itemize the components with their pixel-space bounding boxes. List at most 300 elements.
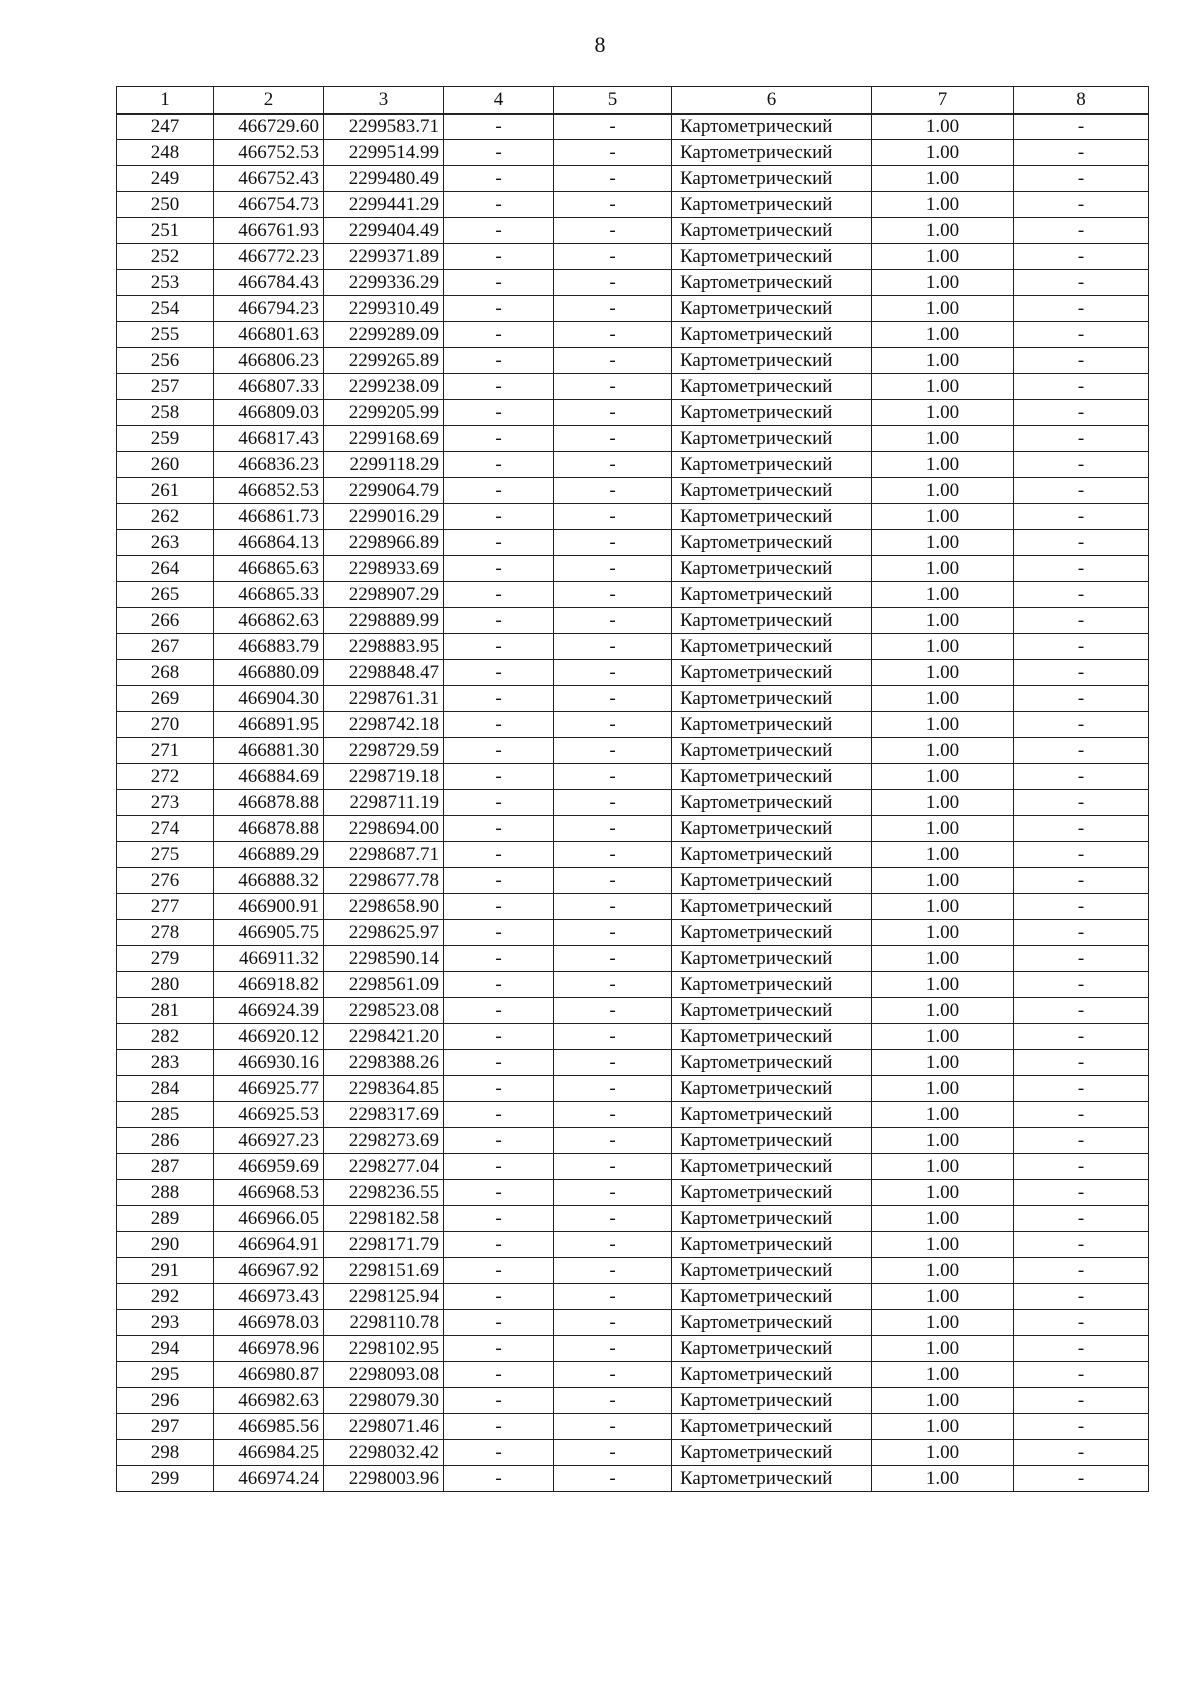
cell-accuracy: 1.00 [872, 530, 1014, 556]
cell-col-8: - [1014, 634, 1149, 660]
cell-point-number: 260 [117, 452, 214, 478]
table-row [117, 686, 1149, 712]
cell-point-number: 254 [117, 296, 214, 322]
cell-coord-x: 466974.24 [214, 1466, 324, 1492]
cell-method: Картометрический [672, 1102, 872, 1128]
cell-col-5: - [554, 218, 672, 244]
table-row [117, 218, 1149, 244]
cell-accuracy: 1.00 [872, 1154, 1014, 1180]
cell-col-8: - [1014, 1076, 1149, 1102]
cell-accuracy: 1.00 [872, 712, 1014, 738]
cell-col-5: - [554, 556, 672, 582]
cell-coord-x: 466900.91 [214, 894, 324, 920]
cell-col-4: - [444, 634, 554, 660]
table-row [117, 764, 1149, 790]
cell-col-8: - [1014, 114, 1149, 140]
table-row [117, 530, 1149, 556]
cell-col-5: - [554, 192, 672, 218]
cell-method: Картометрический [672, 790, 872, 816]
cell-method: Картометрический [672, 998, 872, 1024]
cell-coord-x: 466752.43 [214, 166, 324, 192]
cell-accuracy: 1.00 [872, 868, 1014, 894]
cell-col-8: - [1014, 1466, 1149, 1492]
cell-accuracy: 1.00 [872, 1362, 1014, 1388]
cell-col-4: - [444, 244, 554, 270]
cell-point-number: 274 [117, 816, 214, 842]
cell-coord-x: 466973.43 [214, 1284, 324, 1310]
cell-col-5: - [554, 322, 672, 348]
cell-point-number: 259 [117, 426, 214, 452]
cell-col-4: - [444, 218, 554, 244]
cell-method: Картометрический [672, 946, 872, 972]
cell-col-4: - [444, 842, 554, 868]
table-row [117, 478, 1149, 504]
cell-col-4: - [444, 946, 554, 972]
cell-accuracy: 1.00 [872, 140, 1014, 166]
cell-col-5: - [554, 712, 672, 738]
cell-coord-x: 466889.29 [214, 842, 324, 868]
cell-accuracy: 1.00 [872, 270, 1014, 296]
cell-point-number: 293 [117, 1310, 214, 1336]
cell-col-8: - [1014, 868, 1149, 894]
cell-coord-y: 2298110.78 [324, 1310, 444, 1336]
cell-method: Картометрический [672, 1128, 872, 1154]
cell-point-number: 256 [117, 348, 214, 374]
cell-method: Картометрический [672, 140, 872, 166]
table-row [117, 868, 1149, 894]
cell-col-5: - [554, 608, 672, 634]
header-cell-col-4: 4 [444, 87, 554, 114]
cell-coord-y: 2298151.69 [324, 1258, 444, 1284]
cell-method: Картометрический [672, 1310, 872, 1336]
table-row [117, 1336, 1149, 1362]
cell-col-8: - [1014, 530, 1149, 556]
cell-col-4: - [444, 1024, 554, 1050]
cell-coord-x: 466784.43 [214, 270, 324, 296]
cell-col-4: - [444, 920, 554, 946]
cell-accuracy: 1.00 [872, 166, 1014, 192]
cell-accuracy: 1.00 [872, 1232, 1014, 1258]
cell-col-5: - [554, 894, 672, 920]
cell-method: Картометрический [672, 816, 872, 842]
cell-method: Картометрический [672, 374, 872, 400]
cell-method: Картометрический [672, 322, 872, 348]
page-number: 8 [594, 32, 606, 57]
cell-method: Картометрический [672, 192, 872, 218]
cell-col-5: - [554, 1336, 672, 1362]
table-row [117, 582, 1149, 608]
cell-method: Картометрический [672, 504, 872, 530]
cell-col-8: - [1014, 400, 1149, 426]
cell-accuracy: 1.00 [872, 1336, 1014, 1362]
cell-point-number: 276 [117, 868, 214, 894]
cell-method: Картометрический [672, 270, 872, 296]
cell-col-5: - [554, 1180, 672, 1206]
cell-coord-x: 466978.96 [214, 1336, 324, 1362]
cell-coord-y: 2298742.18 [324, 712, 444, 738]
cell-col-5: - [554, 244, 672, 270]
cell-point-number: 257 [117, 374, 214, 400]
cell-col-4: - [444, 660, 554, 686]
cell-col-5: - [554, 1232, 672, 1258]
cell-coord-x: 466861.73 [214, 504, 324, 530]
table-row [117, 790, 1149, 816]
cell-col-4: - [444, 972, 554, 998]
cell-col-4: - [444, 322, 554, 348]
cell-col-8: - [1014, 738, 1149, 764]
cell-col-8: - [1014, 712, 1149, 738]
cell-col-5: - [554, 764, 672, 790]
cell-coord-y: 2299118.29 [324, 452, 444, 478]
cell-col-8: - [1014, 1102, 1149, 1128]
cell-col-4: - [444, 1284, 554, 1310]
table-row [117, 270, 1149, 296]
cell-col-5: - [554, 1154, 672, 1180]
cell-method: Картометрический [672, 166, 872, 192]
cell-accuracy: 1.00 [872, 556, 1014, 582]
cell-col-5: - [554, 998, 672, 1024]
cell-coord-y: 2298364.85 [324, 1076, 444, 1102]
cell-col-8: - [1014, 1310, 1149, 1336]
cell-col-5: - [554, 816, 672, 842]
cell-col-4: - [444, 738, 554, 764]
table-row [117, 296, 1149, 322]
cell-col-5: - [554, 296, 672, 322]
cell-col-4: - [444, 140, 554, 166]
cell-col-5: - [554, 400, 672, 426]
cell-coord-x: 466905.75 [214, 920, 324, 946]
cell-coord-x: 466865.63 [214, 556, 324, 582]
cell-col-8: - [1014, 270, 1149, 296]
cell-accuracy: 1.00 [872, 374, 1014, 400]
cell-col-8: - [1014, 946, 1149, 972]
cell-col-5: - [554, 1206, 672, 1232]
cell-col-4: - [444, 894, 554, 920]
cell-point-number: 279 [117, 946, 214, 972]
cell-point-number: 267 [117, 634, 214, 660]
cell-col-8: - [1014, 426, 1149, 452]
cell-col-8: - [1014, 1336, 1149, 1362]
cell-coord-x: 466752.53 [214, 140, 324, 166]
cell-point-number: 298 [117, 1440, 214, 1466]
cell-accuracy: 1.00 [872, 946, 1014, 972]
cell-col-8: - [1014, 686, 1149, 712]
cell-col-5: - [554, 842, 672, 868]
cell-col-4: - [444, 374, 554, 400]
table-row [117, 426, 1149, 452]
cell-coord-y: 2298277.04 [324, 1154, 444, 1180]
cell-method: Картометрический [672, 686, 872, 712]
cell-accuracy: 1.00 [872, 1466, 1014, 1492]
cell-col-4: - [444, 764, 554, 790]
cell-coord-y: 2298687.71 [324, 842, 444, 868]
cell-coord-x: 466880.09 [214, 660, 324, 686]
cell-method: Картометрический [672, 764, 872, 790]
cell-col-4: - [444, 1336, 554, 1362]
cell-coord-y: 2298694.00 [324, 816, 444, 842]
table-row [117, 1388, 1149, 1414]
table-row [117, 192, 1149, 218]
cell-point-number: 248 [117, 140, 214, 166]
cell-col-5: - [554, 634, 672, 660]
cell-col-4: - [444, 1128, 554, 1154]
table-row [117, 1024, 1149, 1050]
cell-col-8: - [1014, 322, 1149, 348]
cell-method: Картометрический [672, 426, 872, 452]
cell-col-5: - [554, 1102, 672, 1128]
cell-col-8: - [1014, 842, 1149, 868]
cell-col-8: - [1014, 140, 1149, 166]
cell-point-number: 292 [117, 1284, 214, 1310]
cell-accuracy: 1.00 [872, 504, 1014, 530]
cell-coord-y: 2298761.31 [324, 686, 444, 712]
cell-point-number: 277 [117, 894, 214, 920]
cell-coord-y: 2298032.42 [324, 1440, 444, 1466]
cell-col-4: - [444, 790, 554, 816]
cell-point-number: 252 [117, 244, 214, 270]
cell-method: Картометрический [672, 1388, 872, 1414]
cell-coord-x: 466836.23 [214, 452, 324, 478]
cell-coord-x: 466982.63 [214, 1388, 324, 1414]
cell-accuracy: 1.00 [872, 686, 1014, 712]
cell-col-4: - [444, 504, 554, 530]
cell-coord-y: 2298719.18 [324, 764, 444, 790]
cell-col-5: - [554, 1050, 672, 1076]
cell-accuracy: 1.00 [872, 244, 1014, 270]
cell-point-number: 299 [117, 1466, 214, 1492]
table-row [117, 1284, 1149, 1310]
table-row [117, 140, 1149, 166]
cell-col-8: - [1014, 452, 1149, 478]
cell-point-number: 272 [117, 764, 214, 790]
cell-point-number: 249 [117, 166, 214, 192]
cell-accuracy: 1.00 [872, 582, 1014, 608]
cell-coord-y: 2298317.69 [324, 1102, 444, 1128]
table-row [117, 712, 1149, 738]
cell-col-8: - [1014, 1362, 1149, 1388]
cell-col-8: - [1014, 1154, 1149, 1180]
cell-col-4: - [444, 400, 554, 426]
cell-col-5: - [554, 478, 672, 504]
cell-point-number: 250 [117, 192, 214, 218]
cell-col-4: - [444, 712, 554, 738]
cell-coord-y: 2299289.09 [324, 322, 444, 348]
cell-col-8: - [1014, 998, 1149, 1024]
cell-method: Картометрический [672, 218, 872, 244]
table-row [117, 244, 1149, 270]
cell-col-8: - [1014, 790, 1149, 816]
cell-col-5: - [554, 738, 672, 764]
cell-accuracy: 1.00 [872, 1024, 1014, 1050]
cell-coord-y: 2298125.94 [324, 1284, 444, 1310]
cell-coord-y: 2298658.90 [324, 894, 444, 920]
table-row [117, 114, 1149, 140]
cell-col-8: - [1014, 1206, 1149, 1232]
cell-col-5: - [554, 582, 672, 608]
cell-coord-x: 466980.87 [214, 1362, 324, 1388]
cell-method: Картометрический [672, 1232, 872, 1258]
header-cell-coord-x: 2 [214, 87, 324, 114]
cell-col-5: - [554, 114, 672, 140]
cell-point-number: 268 [117, 660, 214, 686]
cell-col-4: - [444, 1466, 554, 1492]
cell-col-5: - [554, 686, 672, 712]
cell-coord-x: 466911.32 [214, 946, 324, 972]
cell-col-4: - [444, 114, 554, 140]
cell-coord-y: 2298729.59 [324, 738, 444, 764]
cell-coord-y: 2298590.14 [324, 946, 444, 972]
cell-col-4: - [444, 1232, 554, 1258]
cell-method: Картометрический [672, 1154, 872, 1180]
header-cell-accuracy: 7 [872, 87, 1014, 114]
cell-accuracy: 1.00 [872, 1128, 1014, 1154]
cell-coord-x: 466881.30 [214, 738, 324, 764]
cell-coord-x: 466884.69 [214, 764, 324, 790]
cell-col-8: - [1014, 920, 1149, 946]
cell-method: Картометрический [672, 348, 872, 374]
cell-col-8: - [1014, 348, 1149, 374]
cell-col-5: - [554, 868, 672, 894]
cell-coord-x: 466964.91 [214, 1232, 324, 1258]
cell-method: Картометрический [672, 972, 872, 998]
cell-accuracy: 1.00 [872, 972, 1014, 998]
cell-coord-x: 466878.88 [214, 816, 324, 842]
cell-point-number: 281 [117, 998, 214, 1024]
cell-coord-x: 466729.60 [214, 114, 324, 140]
cell-col-5: - [554, 1258, 672, 1284]
cell-coord-x: 466924.39 [214, 998, 324, 1024]
cell-point-number: 258 [117, 400, 214, 426]
cell-col-5: - [554, 374, 672, 400]
cell-method: Картометрический [672, 1284, 872, 1310]
cell-col-8: - [1014, 192, 1149, 218]
cell-col-4: - [444, 1414, 554, 1440]
cell-coord-y: 2299064.79 [324, 478, 444, 504]
cell-col-8: - [1014, 764, 1149, 790]
cell-coord-x: 466978.03 [214, 1310, 324, 1336]
cell-coord-x: 466817.43 [214, 426, 324, 452]
table-row [117, 1102, 1149, 1128]
cell-accuracy: 1.00 [872, 816, 1014, 842]
cell-col-4: - [444, 1388, 554, 1414]
cell-accuracy: 1.00 [872, 296, 1014, 322]
cell-coord-x: 466862.63 [214, 608, 324, 634]
table-row [117, 1128, 1149, 1154]
cell-coord-y: 2298523.08 [324, 998, 444, 1024]
cell-coord-y: 2299016.29 [324, 504, 444, 530]
cell-col-8: - [1014, 1284, 1149, 1310]
cell-col-5: - [554, 1076, 672, 1102]
cell-col-5: - [554, 660, 672, 686]
cell-accuracy: 1.00 [872, 322, 1014, 348]
cell-coord-y: 2299265.89 [324, 348, 444, 374]
cell-coord-x: 466878.88 [214, 790, 324, 816]
cell-col-5: - [554, 1128, 672, 1154]
cell-col-5: - [554, 140, 672, 166]
cell-point-number: 294 [117, 1336, 214, 1362]
cell-accuracy: 1.00 [872, 426, 1014, 452]
table-row [117, 1154, 1149, 1180]
cell-col-4: - [444, 1206, 554, 1232]
cell-method: Картометрический [672, 920, 872, 946]
cell-coord-x: 466927.23 [214, 1128, 324, 1154]
table-row [117, 1362, 1149, 1388]
cell-coord-y: 2298966.89 [324, 530, 444, 556]
cell-col-5: - [554, 946, 672, 972]
table-row [117, 1076, 1149, 1102]
cell-col-8: - [1014, 816, 1149, 842]
cell-col-8: - [1014, 374, 1149, 400]
cell-coord-y: 2298093.08 [324, 1362, 444, 1388]
cell-method: Картометрический [672, 1076, 872, 1102]
cell-coord-y: 2299514.99 [324, 140, 444, 166]
cell-coord-x: 466801.63 [214, 322, 324, 348]
header-cell-col-8: 8 [1014, 87, 1149, 114]
cell-col-4: - [444, 1102, 554, 1128]
cell-coord-x: 466807.33 [214, 374, 324, 400]
cell-method: Картометрический [672, 1180, 872, 1206]
table-row [117, 504, 1149, 530]
cell-accuracy: 1.00 [872, 894, 1014, 920]
table-row [117, 842, 1149, 868]
cell-col-4: - [444, 1180, 554, 1206]
cell-method: Картометрический [672, 842, 872, 868]
cell-method: Картометрический [672, 868, 872, 894]
cell-coord-y: 2298677.78 [324, 868, 444, 894]
cell-accuracy: 1.00 [872, 1284, 1014, 1310]
cell-col-4: - [444, 348, 554, 374]
cell-method: Картометрический [672, 712, 872, 738]
cell-col-8: - [1014, 166, 1149, 192]
cell-accuracy: 1.00 [872, 1310, 1014, 1336]
cell-coord-y: 2298933.69 [324, 556, 444, 582]
cell-coord-y: 2298003.96 [324, 1466, 444, 1492]
cell-point-number: 261 [117, 478, 214, 504]
cell-coord-y: 2299404.49 [324, 218, 444, 244]
table-row [117, 1258, 1149, 1284]
cell-coord-y: 2298273.69 [324, 1128, 444, 1154]
cell-col-5: - [554, 452, 672, 478]
cell-coord-x: 466754.73 [214, 192, 324, 218]
cell-accuracy: 1.00 [872, 1388, 1014, 1414]
table-row [117, 738, 1149, 764]
cell-method: Картометрический [672, 608, 872, 634]
cell-col-4: - [444, 608, 554, 634]
header-cell-method: 6 [672, 87, 872, 114]
cell-accuracy: 1.00 [872, 478, 1014, 504]
cell-method: Картометрический [672, 244, 872, 270]
cell-point-number: 262 [117, 504, 214, 530]
cell-col-4: - [444, 1154, 554, 1180]
cell-accuracy: 1.00 [872, 738, 1014, 764]
cell-method: Картометрический [672, 1440, 872, 1466]
cell-point-number: 296 [117, 1388, 214, 1414]
cell-accuracy: 1.00 [872, 218, 1014, 244]
cell-col-8: - [1014, 972, 1149, 998]
cell-coord-x: 466761.93 [214, 218, 324, 244]
cell-point-number: 286 [117, 1128, 214, 1154]
cell-coord-y: 2298421.20 [324, 1024, 444, 1050]
cell-coord-x: 466806.23 [214, 348, 324, 374]
cell-col-4: - [444, 1362, 554, 1388]
cell-coord-y: 2298171.79 [324, 1232, 444, 1258]
cell-coord-y: 2298236.55 [324, 1180, 444, 1206]
cell-accuracy: 1.00 [872, 764, 1014, 790]
cell-col-4: - [444, 530, 554, 556]
table-row [117, 374, 1149, 400]
table-header-row [117, 87, 1149, 114]
table-row [117, 1180, 1149, 1206]
